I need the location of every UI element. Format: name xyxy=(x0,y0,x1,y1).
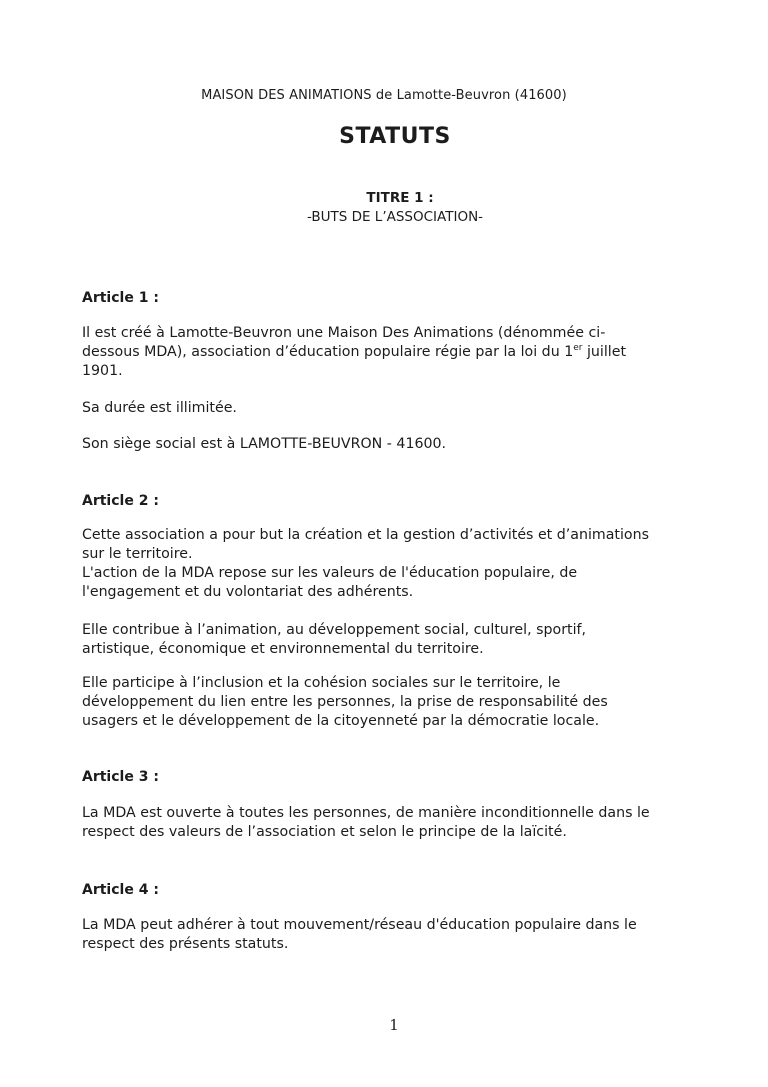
article-3-paragraph-1: La MDA est ouverte à toutes les personnes, de manière inconditionnelle dans le respect des valeurs de l’association et selon le principe de la laïcité. xyxy=(82,805,650,840)
document-title: STATUTS xyxy=(339,124,451,149)
page-number: 1 xyxy=(389,1016,399,1034)
ordinal-superscript: er xyxy=(573,343,583,353)
section-title: TITRE 1 : xyxy=(366,190,434,206)
organization-header: MAISON DES ANIMATIONS de Lamotte-Beuvron (41600) xyxy=(201,88,567,103)
article-1-paragraph-2: Sa durée est illimitée. xyxy=(82,400,237,416)
section-subtitle: -BUTS DE L’ASSOCIATION- xyxy=(306,209,484,225)
article-2-paragraph-2: Elle contribue à l’animation, au développement social, culturel, sportif, artistique, économique et environnemental du territoire. xyxy=(82,622,587,657)
article-1-paragraph-1-text: Il est créé à Lamotte-Beuvron une Maison Des Animations (dénommée ci- dessous MDA), association d’éducation populaire régie par la loi du 1 xyxy=(82,325,606,360)
article-1-heading: Article 1 : xyxy=(82,290,159,306)
article-1-paragraph-3: Son siège social est à LAMOTTE-BEUVRON - 41600. xyxy=(82,436,447,452)
article-4-heading: Article 4 : xyxy=(82,882,159,898)
article-4-paragraph-1: La MDA peut adhérer à tout mouvement/réseau d'éducation populaire dans le respect des présents statuts. xyxy=(82,917,637,952)
article-2-paragraph-1: Cette association a pour but la création et la gestion d’activités et d’animations sur le territoire. L'action de la MDA repose sur les valeurs de l'éducation populaire, de l'engagement et du volontariat des adhérents. xyxy=(82,527,649,600)
article-3-heading: Article 3 : xyxy=(82,769,159,785)
article-2-heading: Article 2 : xyxy=(82,493,159,509)
article-1-paragraph-1 xyxy=(82,324,722,381)
article-1-paragraph-1-text-end: juillet 1901. xyxy=(82,344,627,379)
article-2-paragraph-3: Elle participe à l’inclusion et la cohésion sociales sur le territoire, le développement du lien entre les personnes, la prise de responsabilité des usagers et le développement de la citoyenneté par la démocratie locale. xyxy=(82,675,608,729)
